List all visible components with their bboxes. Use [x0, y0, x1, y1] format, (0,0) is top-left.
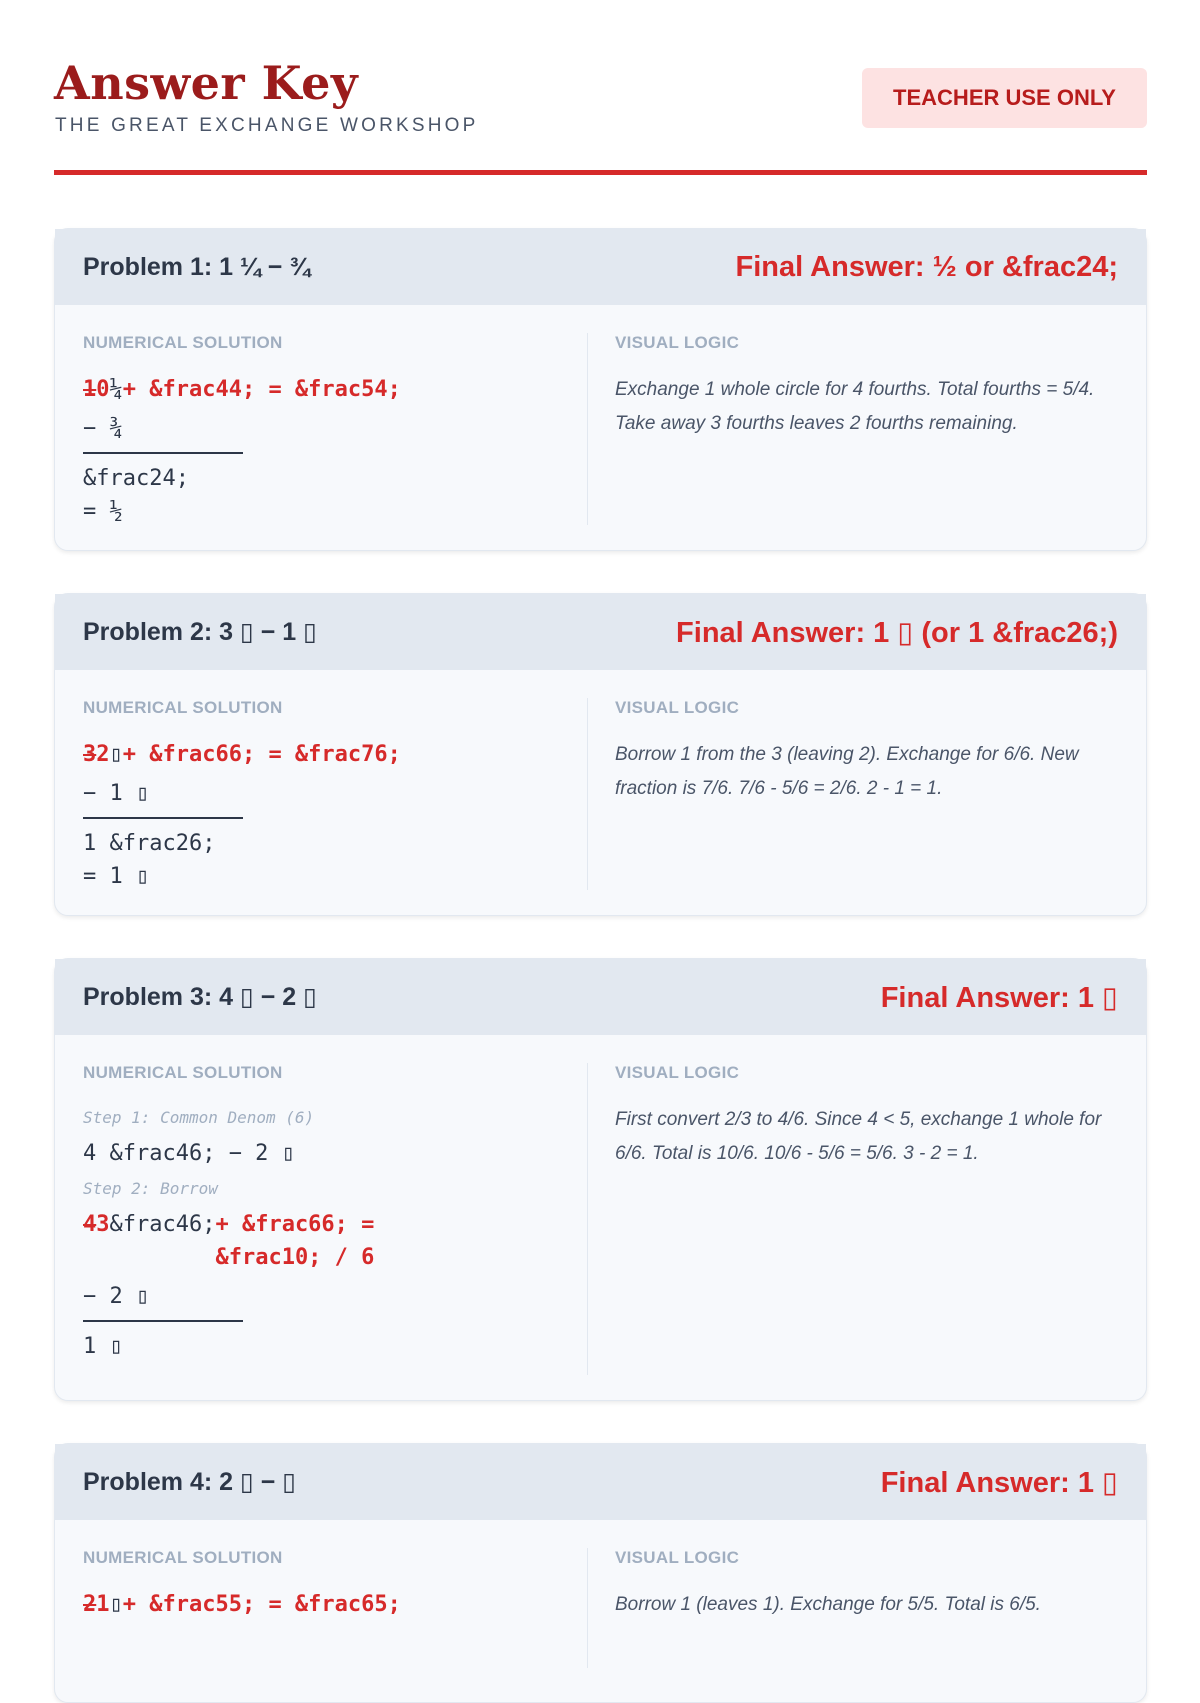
subtrahend: − 2 ▯	[83, 1284, 150, 1309]
problem-header	[55, 229, 1146, 305]
problem-card-1	[54, 228, 1147, 551]
visual-explanation: Exchange 1 whole circle for 4 fourths. Total fourths = 5/4. Take away 3 fourths leaves 2 fourths remaining.	[615, 379, 1095, 434]
simplified-result: = ½	[83, 499, 123, 524]
problem-header	[55, 959, 1146, 1035]
numerical-label: NUMERICAL SOLUTION	[83, 698, 283, 717]
final-answer: Final Answer: ½ or &frac24;	[735, 250, 1118, 283]
numerical-solution	[83, 698, 583, 893]
final-answer: Final Answer: 1 ▯	[880, 981, 1118, 1014]
teacher-use-badge: TEACHER USE ONLY	[862, 68, 1147, 128]
result-row	[83, 1330, 583, 1363]
numerical-solution	[83, 333, 583, 528]
problem-title: Problem 1: 1 ¼ − ¾	[83, 252, 311, 281]
page-header	[54, 0, 1147, 175]
problem-card-2	[54, 593, 1147, 916]
original-whole: 2	[83, 1592, 97, 1617]
borrow-exchange: + &frac66; =	[215, 1212, 375, 1237]
result: 1 ▯	[83, 1334, 123, 1359]
result-row	[83, 462, 583, 495]
borrow-exchange: + &frac66; = &frac76;	[122, 742, 401, 767]
visual-logic	[615, 698, 1125, 806]
numerical-label: NUMERICAL SOLUTION	[83, 1548, 283, 1567]
visual-logic	[615, 333, 1125, 441]
visual-label: VISUAL LOGIC	[615, 1063, 740, 1082]
borrow-exchange: + &frac55; = &frac65;	[122, 1592, 401, 1617]
new-whole: 1	[96, 1592, 110, 1617]
column-divider	[587, 333, 588, 525]
original-fraction: &frac46;	[109, 1212, 216, 1237]
borrow-row	[83, 373, 583, 406]
subtrahend-row	[83, 777, 583, 810]
original-fraction: ▯	[109, 742, 123, 767]
visual-explanation: Borrow 1 (leaves 1). Exchange for 5/5. Total is 6/5.	[615, 1594, 1041, 1615]
result: &frac24;	[83, 466, 189, 491]
page-title: Answer Key	[54, 56, 359, 110]
new-whole: 3	[96, 1212, 110, 1237]
simplified-row	[83, 860, 583, 893]
column-divider	[587, 1063, 588, 1375]
visual-logic	[615, 1063, 1125, 1171]
problem-card-3	[54, 958, 1147, 1401]
original-whole: 1	[83, 377, 97, 402]
visual-logic	[615, 1548, 1125, 1622]
visual-label: VISUAL LOGIC	[615, 1548, 740, 1567]
page-subtitle: THE GREAT EXCHANGE WORKSHOP	[55, 115, 479, 136]
visual-label: VISUAL LOGIC	[615, 698, 740, 717]
numerical-solution	[83, 1548, 583, 1621]
simplified-result: = 1 ▯	[83, 864, 150, 889]
original-fraction: ¼	[109, 377, 123, 402]
problem-title: Problem 2: 3 ▯ − 1 ▯	[83, 618, 317, 646]
answer-key-page	[54, 0, 1147, 1617]
numerical-label: NUMERICAL SOLUTION	[83, 333, 283, 352]
problem-header	[55, 1444, 1146, 1520]
new-whole: 0	[96, 377, 110, 402]
original-fraction: ▯	[109, 1592, 123, 1617]
borrow-row	[83, 738, 583, 771]
column-divider	[587, 1548, 588, 1668]
borrow-row	[83, 1208, 583, 1274]
visual-explanation: Borrow 1 from the 3 (leaving 2). Exchange for 6/6. New fraction is 7/6. 7/6 - 5/6 = 2/6. 2 - 1 = 1.	[615, 744, 1079, 799]
visual-label: VISUAL LOGIC	[615, 333, 740, 352]
result-row	[83, 827, 583, 860]
simplified-row	[83, 495, 583, 528]
answer-rule	[83, 817, 243, 819]
visual-explanation: First convert 2/3 to 4/6. Since 4 < 5, exchange 1 whole for 6/6. Total is 10/6. 10/6 - 5/6 = 5/6. 3 - 2 = 1.	[615, 1109, 1102, 1164]
column-divider	[587, 698, 588, 890]
original-whole: 4	[83, 1212, 97, 1237]
result: 1 &frac26;	[83, 831, 216, 856]
step-1-line: 4 &frac46; − 2 ▯	[83, 1141, 295, 1166]
final-answer: Final Answer: 1 ▯	[880, 1466, 1118, 1499]
problem-title: Problem 3: 4 ▯ − 2 ▯	[83, 983, 317, 1011]
borrow-total: &frac10; / 6	[215, 1245, 375, 1270]
step-1-label: Step 1: Common Denom (6)	[83, 1108, 315, 1127]
numerical-label: NUMERICAL SOLUTION	[83, 1063, 283, 1082]
step-2-label: Step 2: Borrow	[83, 1179, 218, 1198]
problem-card-4	[54, 1443, 1147, 1703]
subtrahend-row	[83, 412, 583, 445]
subtrahend-row	[83, 1280, 583, 1313]
problem-header	[55, 594, 1146, 670]
answer-rule	[83, 452, 243, 454]
original-whole: 3	[83, 742, 97, 767]
subtrahend: − 1 ▯	[83, 781, 150, 806]
numerical-solution	[83, 1063, 583, 1363]
subtrahend: − ¾	[83, 416, 123, 441]
borrow-row	[83, 1588, 583, 1621]
final-answer: Final Answer: 1 ▯ (or 1 &frac26;)	[676, 616, 1118, 649]
problem-title: Problem 4: 2 ▯ − ▯	[83, 1468, 297, 1496]
new-whole: 2	[96, 742, 110, 767]
answer-rule	[83, 1320, 243, 1322]
borrow-exchange: + &frac44; = &frac54;	[122, 377, 401, 402]
